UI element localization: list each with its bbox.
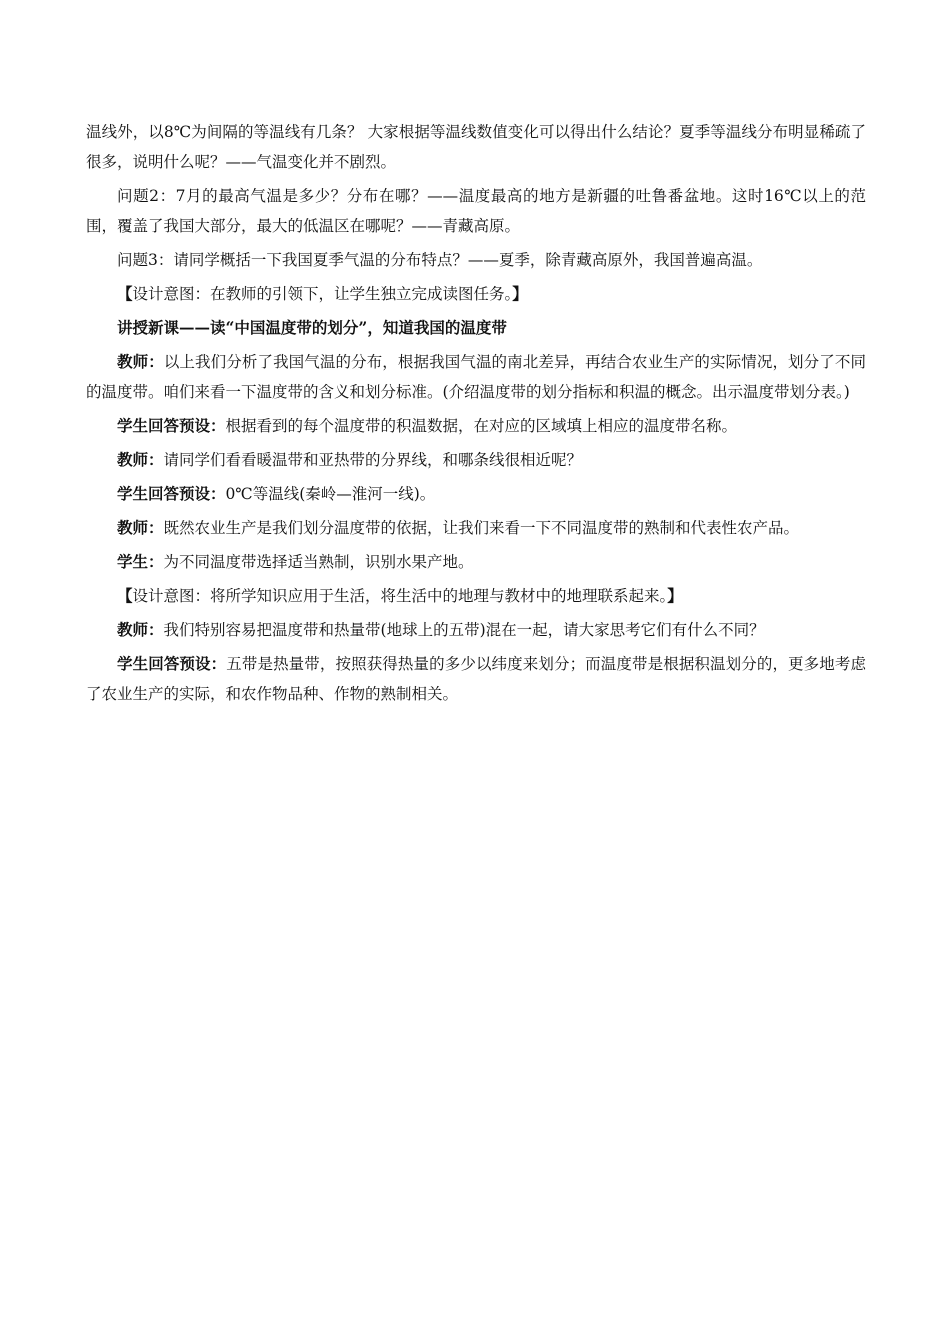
heading-text: 讲授新课——读“中国温度带的划分”，知道我国的温度带 [117, 318, 507, 337]
paragraph-text: 以上我们分析了我国气温的分布，根据我国气温的南北差异，再结合农业生产的实际情况，划分了不同的温度带。咱们来看一下温度带的含义和划分标准。(介绍温度带的划分指标和积温的概念。出示温度带划分表。) [86, 353, 866, 401]
paragraph-student-4 [86, 649, 866, 709]
paragraph-design-intent-1 [86, 279, 866, 309]
paragraph-student-3 [86, 547, 866, 577]
speaker-label: 教师： [117, 518, 164, 537]
paragraph-text: 设计意图：在教师的引领下，让学生独立完成读图任务。 [132, 285, 513, 303]
bracket-open: 【 [117, 284, 133, 303]
paragraph-question-2 [86, 181, 866, 241]
speaker-label: 教师： [117, 620, 164, 639]
paragraph-teacher-1 [86, 347, 866, 407]
document-page [86, 117, 866, 713]
paragraph-text: 0℃等温线(秦岭—淮河一线)。 [225, 485, 436, 503]
paragraph-text: 问题2：7月的最高气温是多少？分布在哪？——温度最高的地方是新疆的吐鲁番盆地。这时16℃以上的范围，覆盖了我国大部分，最大的低温区在哪呢？——青藏高原。 [86, 187, 866, 235]
paragraph-design-intent-2 [86, 581, 866, 611]
section-heading [86, 313, 866, 343]
paragraph-student-2 [86, 479, 866, 509]
paragraph-teacher-3 [86, 513, 866, 543]
paragraph-question-3 [86, 245, 866, 275]
paragraph-text: 设计意图：将所学知识应用于生活，将生活中的地理与教材中的地理联系起来。 [132, 587, 668, 605]
paragraph-student-1 [86, 411, 866, 441]
bracket-close: 】 [667, 586, 683, 605]
paragraph-text: 既然农业生产是我们划分温度带的依据，让我们来看一下不同温度带的熟制和代表性农产品。 [163, 519, 800, 537]
paragraph-continuation [86, 117, 866, 177]
paragraph-text: 温线外，以8℃为间隔的等温线有几条？ 大家根据等温线数值变化可以得出什么结论？夏季等温线分布明显稀疏了很多，说明什么呢？——气温变化并不剧烈。 [86, 123, 866, 171]
paragraph-text: 五带是热量带，按照获得热量的多少以纬度来划分；而温度带是根据积温划分的，更多地考虑了农业生产的实际，和农作物品种、作物的熟制相关。 [86, 655, 866, 703]
bracket-open: 【 [117, 586, 133, 605]
speaker-label: 教师： [117, 450, 164, 469]
speaker-label: 学生回答预设： [117, 416, 226, 435]
paragraph-teacher-4 [86, 615, 866, 645]
paragraph-text: 为不同温度带选择适当熟制，识别水果产地。 [163, 553, 474, 571]
speaker-label: 教师： [117, 352, 164, 371]
paragraph-teacher-2 [86, 445, 866, 475]
paragraph-text: 我们特别容易把温度带和热量带(地球上的五带)混在一起，请大家思考它们有什么不同？ [163, 621, 765, 639]
speaker-label: 学生回答预设： [117, 484, 226, 503]
bracket-close: 】 [512, 284, 528, 303]
paragraph-text: 请同学们看看暖温带和亚热带的分界线，和哪条线很相近呢？ [163, 451, 583, 469]
speaker-label: 学生： [117, 552, 164, 571]
paragraph-text: 根据看到的每个温度带的积温数据，在对应的区域填上相应的温度带名称。 [225, 417, 738, 435]
speaker-label: 学生回答预设： [117, 654, 227, 673]
paragraph-text: 问题3：请同学概括一下我国夏季气温的分布特点？——夏季，除青藏高原外，我国普遍高温。 [117, 251, 763, 269]
